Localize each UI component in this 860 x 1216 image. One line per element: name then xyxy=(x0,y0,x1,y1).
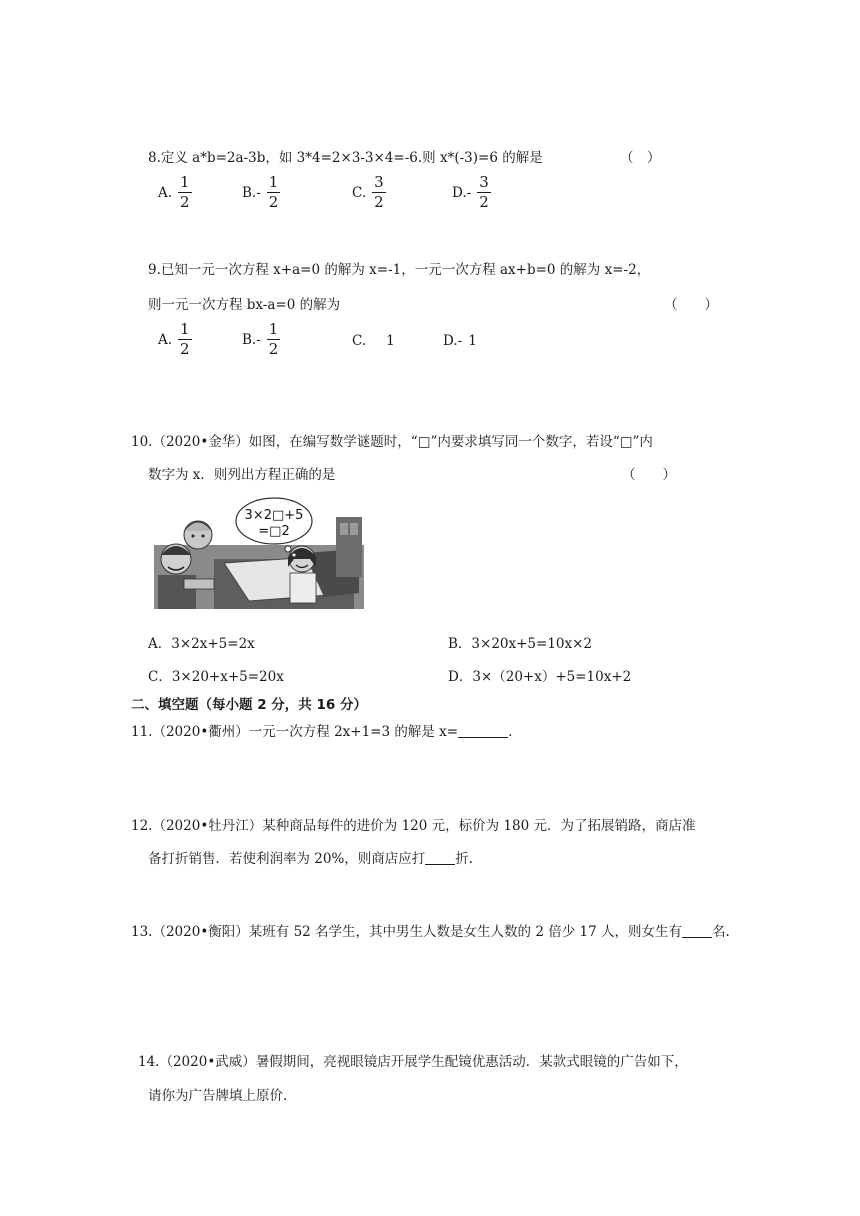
q8-answer-paren: （ ） xyxy=(620,150,661,166)
denominator: 2 xyxy=(268,340,279,358)
denominator: 2 xyxy=(374,193,384,211)
option-label: C. xyxy=(352,184,367,201)
option-label: A. xyxy=(158,184,173,201)
option-label: C. xyxy=(352,333,367,349)
q8-option-a[interactable] xyxy=(158,175,192,210)
section-heading: 二、填空题（每小题 2 分，共 16 分） xyxy=(131,697,367,713)
q11-stem xyxy=(131,720,512,740)
q8-option-d[interactable] xyxy=(452,175,491,210)
q9-option-d[interactable] xyxy=(443,333,477,349)
q13-stem xyxy=(131,920,730,940)
q10-answer-paren: （ ） xyxy=(622,467,676,483)
numerator: 1 xyxy=(180,173,190,191)
option-value: 1 xyxy=(468,333,477,349)
denominator: 2 xyxy=(479,193,489,211)
option-label: D.- xyxy=(443,333,463,349)
numerator: 1 xyxy=(180,320,190,338)
q9-option-b[interactable] xyxy=(242,322,280,357)
denominator: 2 xyxy=(180,340,190,358)
denominator: 2 xyxy=(180,193,190,211)
q9-option-c[interactable] xyxy=(352,333,395,349)
q10-stem-line1: 10.（2020•金华）如图，在编写数学谜题时，“□”内要求填写同一个数字，若设“□”内 xyxy=(131,434,653,450)
bubble-line1: 3×2□+5 xyxy=(244,508,304,523)
fraction xyxy=(178,175,192,210)
q9-stem-line2: 则一元一次方程 bx-a=0 的解为 xyxy=(148,297,341,313)
q9-option-a[interactable] xyxy=(158,322,192,357)
denominator: 2 xyxy=(268,193,279,211)
numerator: 3 xyxy=(374,173,384,191)
q13-answer-blank[interactable] xyxy=(682,923,712,938)
q10-option-d[interactable]: D．3×（20+x）+5=10x+2 xyxy=(448,669,632,685)
q12-text: 备打折销售．若使利润率为 20%，则商店应打 xyxy=(148,851,426,867)
numerator: 3 xyxy=(479,173,489,191)
q12-stem-line2 xyxy=(148,847,473,867)
q12-stem-line1: 12.（2020•牡丹江）某种商品每件的进价为 120 元，标价为 180 元．为了拓展销路，商店准 xyxy=(131,818,696,834)
fraction xyxy=(267,322,281,357)
q10-illustration xyxy=(154,497,364,609)
option-label: D.- xyxy=(452,184,472,201)
q11-answer-blank[interactable] xyxy=(458,723,508,738)
q10-option-a[interactable]: A．3×2x+5=2x xyxy=(148,636,255,652)
numerator: 1 xyxy=(268,320,279,338)
q10-option-b[interactable]: B．3×20x+5=10x×2 xyxy=(448,636,593,652)
bubble-line2: =□2 xyxy=(258,524,290,539)
fraction xyxy=(477,175,491,210)
q8-option-c[interactable] xyxy=(352,175,386,210)
q14-stem-line2: 请你为广告牌填上原价. xyxy=(148,1088,288,1104)
option-value: 1 xyxy=(386,333,395,349)
q13-tail: 名. xyxy=(711,924,730,940)
fraction xyxy=(178,322,192,357)
q10-option-c[interactable]: C．3×20+x+5=20x xyxy=(148,669,284,685)
fraction xyxy=(372,175,386,210)
q12-tail: 折. xyxy=(455,851,474,867)
q13-text: 13.（2020•衡阳）某班有 52 名学生，其中男生人数是女生人数的 2 倍少 17 人，则女生有 xyxy=(131,924,682,940)
q11-tail: . xyxy=(508,724,513,740)
q12-answer-blank[interactable] xyxy=(425,850,455,865)
q8-stem: 8.定义 a*b=2a-3b，如 3*4=2×3-3×4=-6.则 x*(-3)=6 的解是 xyxy=(148,150,543,166)
fraction xyxy=(267,175,281,210)
q14-stem-line1: 14.（2020•武威）暑假期间，亮视眼镜店开展学生配镜优惠活动．某款式眼镜的广告如下， xyxy=(138,1054,688,1070)
option-label: B.- xyxy=(242,331,261,348)
q8-option-b[interactable] xyxy=(242,175,280,210)
q9-stem-line1: 9.已知一元一次方程 x+a=0 的解为 x=-1，一元一次方程 ax+b=0 的解为 x=-2， xyxy=(148,262,651,278)
numerator: 1 xyxy=(268,173,279,191)
q10-stem-line2: 数字为 x．则列出方程正确的是 xyxy=(148,467,336,483)
q11-text: 11.（2020•衢州）一元一次方程 2x+1=3 的解是 x= xyxy=(131,724,459,740)
option-label: B.- xyxy=(242,184,261,201)
option-label: A. xyxy=(158,331,173,348)
q9-answer-paren: （ ） xyxy=(664,297,718,313)
